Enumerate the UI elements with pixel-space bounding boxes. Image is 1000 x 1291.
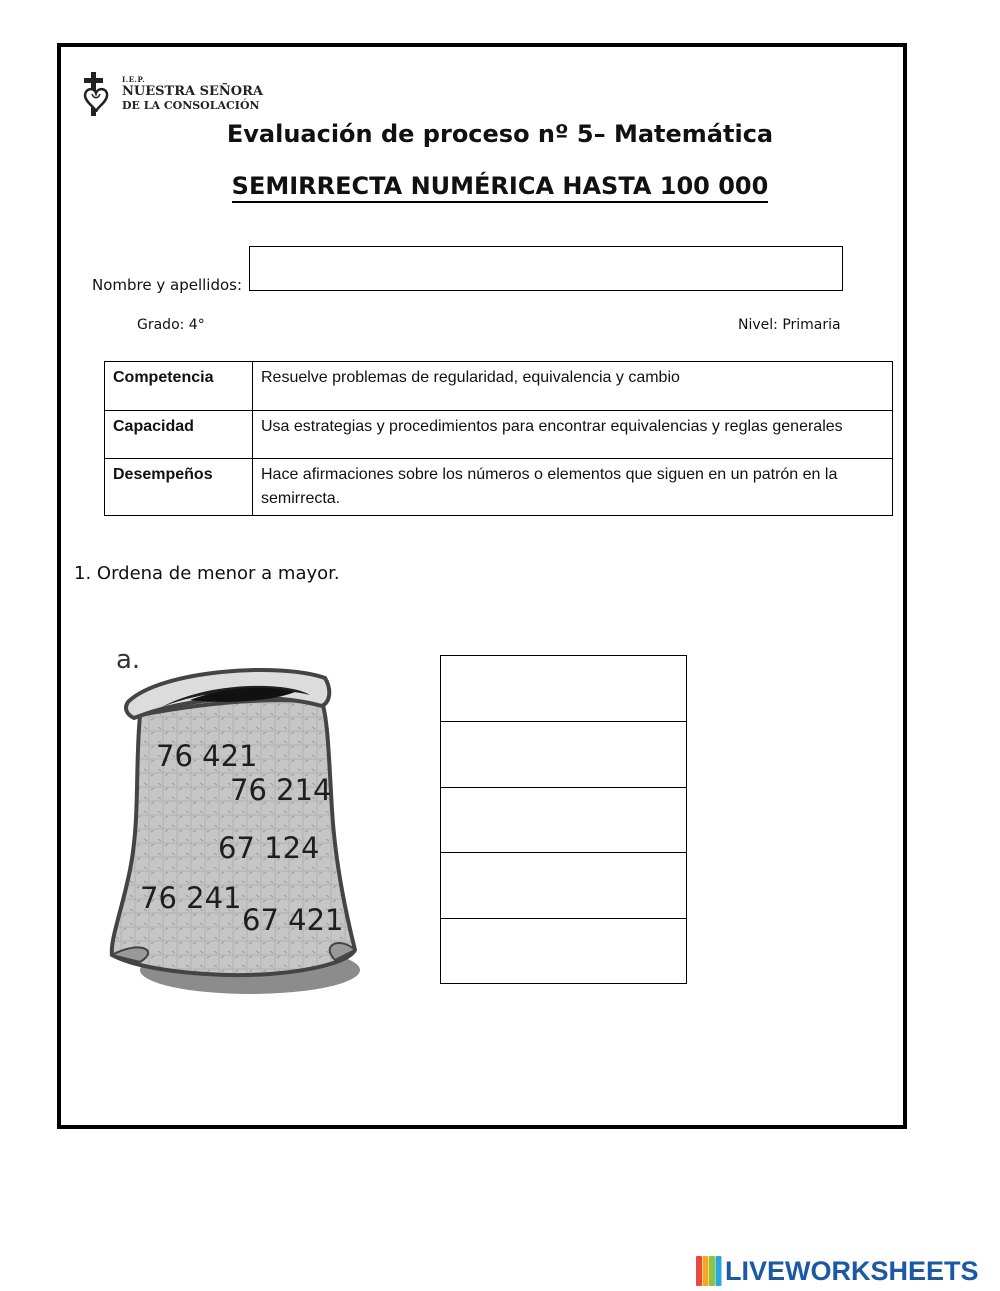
page-title: Evaluación de proceso nº 5– Matemática [226,120,774,148]
liveworksheets-brand [696,1254,979,1288]
answer-boxes [440,655,687,984]
name-input[interactable] [249,246,843,291]
table-value: Hace afirmaciones sobre los números o elementos que siguen en un patrón en la semirrecta. [253,459,893,516]
bag-number: 67 421 [242,903,344,937]
table-value: Usa estrategias y procedimientos para encontrar equivalencias y reglas generales [253,411,893,459]
table-key: Competencia [105,362,253,411]
school-name-line2: NUESTRA SEÑORA [122,84,264,99]
item-label-a: a. [116,645,141,675]
page-subtitle-text: SEMIRRECTA NUMÉRICA HASTA 100 000 [232,172,769,203]
page-subtitle [0,172,1000,200]
school-name [122,76,263,111]
competency-table [104,361,893,516]
table-row [105,411,893,459]
answer-box-1[interactable] [440,655,687,721]
school-name-line1: I.E.P. [122,75,146,84]
number-sack-illustration [100,640,370,1005]
bag-number: 76 214 [230,773,332,807]
answer-box-3[interactable] [440,787,687,853]
table-row [105,362,893,411]
answer-box-5[interactable] [440,918,687,984]
table-key: Desempeños [105,459,253,516]
bag-number: 67 124 [218,831,320,865]
table-row [105,459,893,516]
school-name-line3: DE LA CONSOLACIÓN [122,99,260,112]
bag-number: 76 421 [156,739,258,773]
grade-label: Grado: 4° [137,317,205,333]
answer-box-4[interactable] [440,852,687,918]
table-value: Resuelve problemas de regularidad, equivalencia y cambio [253,362,893,411]
name-label: Nombre y apellidos: [92,276,243,294]
level-label: Nivel: Primaria [738,317,841,333]
liveworksheets-logo-icon [696,1256,722,1286]
answer-box-2[interactable] [440,721,687,787]
table-key: Capacidad [105,411,253,459]
brand-name: LIVEWORKSHEETS [725,1255,979,1286]
bag-number: 76 241 [140,881,242,915]
question-1-text: 1. Ordena de menor a mayor. [74,563,340,584]
